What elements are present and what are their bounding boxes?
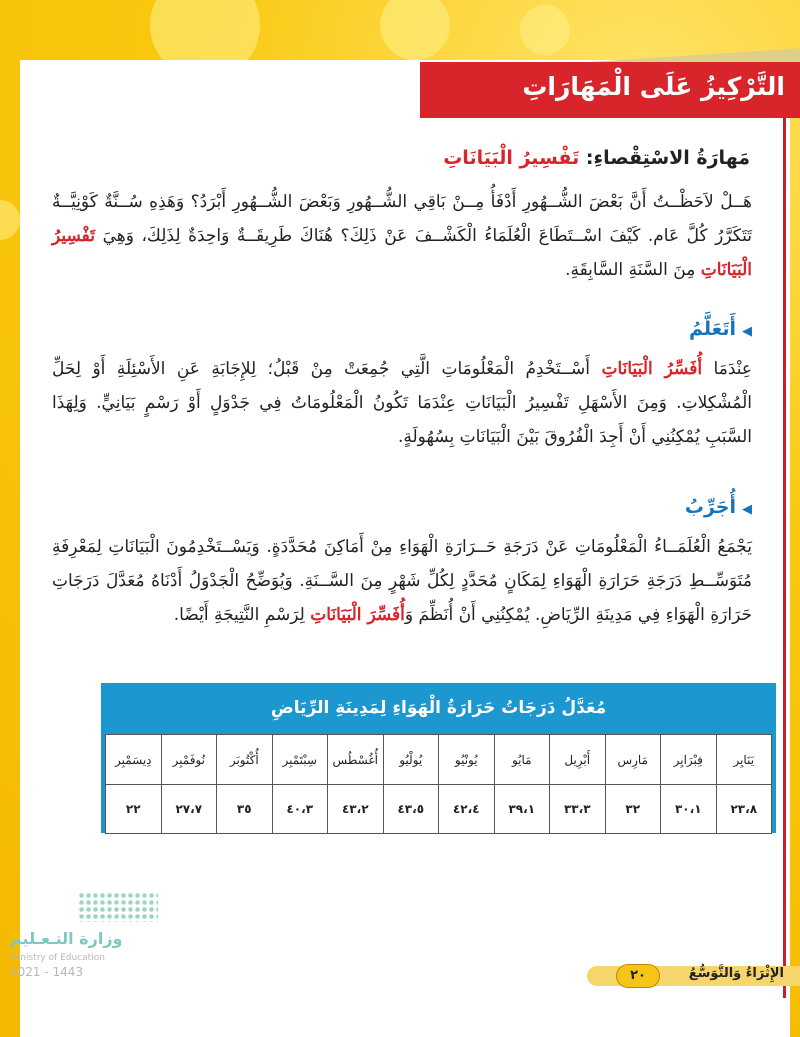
month-cell: أُكْتُوبَر — [217, 735, 273, 785]
learn-highlight: أُفَسِّرُ الْبَيَانَاتِ — [601, 359, 703, 379]
footer-label: الإِثْرَاءُ وَالتَّوَسُّعُ — [688, 966, 784, 981]
value-cell: ٣٩،١ — [494, 785, 550, 834]
margin-line — [783, 118, 786, 998]
value-cell: ٤٢،٤ — [439, 785, 495, 834]
value-cell: ٣٠،١ — [661, 785, 717, 834]
temperature-table — [101, 683, 776, 833]
learn-title: أَتَعَلَّمُ — [688, 318, 736, 340]
skill-name: تَفْسِيرُ الْبَيَانَاتِ — [443, 147, 580, 169]
month-cell: سِبْتَمْبِر — [272, 735, 328, 785]
month-cell: نُوفَمْبِر — [161, 735, 217, 785]
decorative-bubble — [520, 5, 570, 55]
value-cell: ٤٠،٣ — [272, 785, 328, 834]
month-cell: فِبْرَايِر — [661, 735, 717, 785]
value-cell: ٤٣،٥ — [383, 785, 439, 834]
ministry-year: 2021 - 1443 — [10, 965, 84, 979]
ministry-dots-icon — [78, 892, 158, 922]
month-cell: أَبْرِيل — [550, 735, 606, 785]
value-cell: ٤٣،٢ — [328, 785, 384, 834]
page-number: ٢٠ — [616, 964, 660, 988]
learn-paragraph — [52, 352, 752, 454]
month-cell: أُغُسْطُس — [328, 735, 384, 785]
try-title: أُجَرِّبُ — [684, 496, 736, 518]
month-cell: يُولْيُو — [383, 735, 439, 785]
ministry-name-en: Ministry of Education — [10, 953, 105, 963]
triangle-bullet-icon: ◀ — [742, 502, 752, 517]
temperature-grid — [105, 734, 772, 834]
try-text-a: يَجْمَعُ الْعُلَمَــاءُ الْمَعْلُومَاتِ عَنْ دَرَجَةِ حَــرَارَةِ الْهَوَاءِ مِنْ أَمَاكِنَ مُحَدَّدَةٍ. وَيَسْــتَخْدِمُونَ الْبَيَانَاتِ لِمَعْرِفَةِ مُتَوَسِّــطِ دَرَجَةِ حَرَارَةِ الْهَوَاءِ لِمَكَانٍ مُحَدَّدٍ لِكُلِّ شَهْرٍ مِنَ السَّــنَةِ. وَيُوَضِّحُ الْجَدْوَلُ أَدْنَاهُ مُعَدَّلَ دَرَجَاتِ حَرَارَةِ الْهَوَاءِ فِي مَدِينَةِ الرِّيَاضِ. يُمْكِنُنِي أَنْ أُنَظِّمَ وَ — [52, 537, 752, 625]
value-cell: ٣٥ — [217, 785, 273, 834]
month-cell: مَايُو — [494, 735, 550, 785]
learn-text-b: أَسْــتَخْدِمُ الْمَعْلُومَاتِ الَّتِي جُمِعَتْ مِنْ قَبْلُ؛ لِلإِجَابَةِ عَنِ الأَسْئِلَةِ أَوْ لِحَلِّ الْمُشْكِلاتِ. وَمِنَ الأَسْهَلِ تَفْسِيرُ الْبَيَانَاتِ عِنْدَمَا تَكُونُ الْمَعْلُومَاتُ فِي جَدْوَلٍ أَوْ رَسْمٍ بَيَانِيٍّ. وَلِهَذَا السَّبَبِ يُمْكِنُنِي أَنْ أَجِدَ الْفُرُوقَ بَيْنَ الْبَيَانَاتِ بِسُهُولَةٍ. — [52, 359, 752, 447]
month-cell: يُونْيُو — [439, 735, 495, 785]
decorative-bubble — [0, 200, 20, 240]
table-title: مُعَدَّلُ دَرَجَاتُ حَرَارَةُ الْهَوَاءِ لِمَدِينَةِ الرِّيَاضِ — [270, 698, 607, 718]
skill-heading — [443, 147, 750, 169]
month-cell: مَارِس — [605, 735, 661, 785]
decorative-bubble — [380, 0, 450, 60]
page-title: التَّرْكِيزُ عَلَى الْمَهَارَاتِ — [522, 72, 785, 101]
try-highlight: أُفَسِّرَ الْبَيَانَاتِ — [310, 605, 405, 625]
header-ribbon — [420, 62, 800, 118]
value-cell: ٣٢ — [605, 785, 661, 834]
month-cell: يَنَايِر — [716, 735, 772, 785]
value-cell: ٢٧،٧ — [161, 785, 217, 834]
intro-highlight: تَفْسِيرُ الْبَيَانَاتِ — [52, 226, 752, 280]
months-row — [106, 735, 772, 785]
learn-heading — [689, 318, 752, 340]
ministry-name-ar: وزارة التـعـليم — [10, 929, 123, 948]
triangle-bullet-icon: ◀ — [742, 324, 752, 339]
values-row — [106, 785, 772, 834]
learn-text-a: عِنْدَمَا — [713, 359, 753, 379]
value-cell: ٢٣،٨ — [716, 785, 772, 834]
value-cell: ٣٣،٣ — [550, 785, 606, 834]
value-cell: ٢٢ — [106, 785, 162, 834]
skill-prefix: مَهارَةُ الاسْتِقْصاءِ: — [585, 147, 750, 169]
try-paragraph — [52, 530, 752, 632]
footer — [587, 963, 800, 989]
try-heading — [685, 496, 752, 518]
ministry-logo — [0, 892, 170, 1002]
intro-text-a: هَــلْ لاَحَظْــتُ أَنَّ بَعْضَ الشُّــهُورِ أَدْفَأُ مِــنْ بَاقِي الشُّــهُورِ وَبَعْضَ الشُّــهُورِ أَبْرَدُ؟ وَهَذِهِ سُــنَّةٌ كَوْنِيَّــةٌ تَتَكَرَّرُ كُلَّ عَام. كَيْفَ اسْــتَطَاعَ الْعُلَمَاءُ الْكَشْــفَ عَنْ ذَلِكَ؟ هُنَاكَ طَرِيقَــةٌ وَاحِدَةٌ لِذَلِكَ، وَهِيَ — [52, 192, 752, 246]
intro-paragraph — [52, 185, 752, 287]
month-cell: دِيسَمْبِر — [106, 735, 162, 785]
intro-text-b: مِنَ السَّنَةِ السَّابِقَةِ. — [565, 260, 696, 280]
try-text-b: لِرَسْمِ النَّتِيجَةِ أَيْضًا. — [173, 605, 305, 625]
